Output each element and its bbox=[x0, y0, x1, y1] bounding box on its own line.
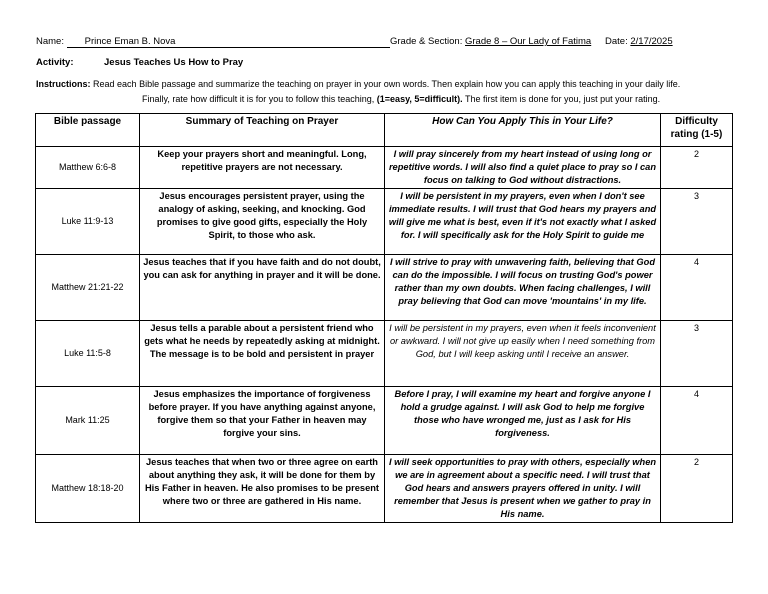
rating-cell[interactable]: 3 bbox=[661, 189, 733, 255]
table-row bbox=[36, 189, 733, 255]
instructions-text-2c: The first item is done for you, just put your rating. bbox=[465, 94, 661, 104]
application-cell[interactable]: I will be persistent in my prayers, even when it feels inconvenient or awkward. I will not give up easily when I need something from God, but I will keep asking until I receive an answer. bbox=[385, 321, 661, 387]
passage-cell: Mark 11:25 bbox=[36, 387, 140, 455]
instructions-scale: (1=easy, 5=difficult). bbox=[376, 94, 463, 104]
passage-cell: Luke 11:5-8 bbox=[36, 321, 140, 387]
date-value: 2/17/2025 bbox=[630, 36, 673, 47]
rating-cell[interactable]: 2 bbox=[661, 147, 733, 189]
passage-cell: Matthew 21:21-22 bbox=[36, 255, 140, 321]
grade-field bbox=[390, 36, 591, 47]
instructions-line-2 bbox=[142, 94, 660, 104]
application-cell[interactable]: Before I pray, I will examine my heart and forgive anyone I hold a grudge against. I will ask God to help me forgive those who have wronged me, just as I ask for His forgiveness. bbox=[385, 387, 661, 455]
instructions-line-1 bbox=[36, 79, 680, 89]
summary-cell: Jesus tells a parable about a persistent friend who gets what he needs by repeatedly asking at midnight. The message is to be bold and persistent in prayer bbox=[140, 321, 385, 387]
summary-cell: Keep your prayers short and meaningful. Long, repetitive prayers are not necessary. bbox=[140, 147, 385, 189]
name-label: Name: bbox=[36, 36, 64, 47]
rating-cell[interactable]: 4 bbox=[661, 255, 733, 321]
passage-cell: Luke 11:9-13 bbox=[36, 189, 140, 255]
application-cell[interactable]: I will seek opportunities to pray with others, especially when we are in agreement about a specific need. I will trust that God hears and answers prayers offered in unity. I will remember that Jesus is present when we gather to pray in His name. bbox=[385, 455, 661, 523]
application-cell[interactable]: I will pray sincerely from my heart instead of using long or repetitive words. I will also find a quiet place to pray so I can focus on talking to God without distractions. bbox=[385, 147, 661, 189]
passage-cell: Matthew 6:6-8 bbox=[36, 147, 140, 189]
summary-cell: Jesus teaches that when two or three agree on earth about anything they ask, it will be done for them by His Father in heaven. He also promises to be present where two or three are gathered in His name. bbox=[140, 455, 385, 523]
passage-cell: Matthew 18:18-20 bbox=[36, 455, 140, 523]
name-field bbox=[36, 36, 390, 48]
rating-cell[interactable]: 4 bbox=[661, 387, 733, 455]
rating-cell[interactable]: 3 bbox=[661, 321, 733, 387]
grade-value: Grade 8 – Our Lady of Fatima bbox=[465, 36, 592, 47]
header-application: How Can You Apply This in Your Life? bbox=[385, 114, 661, 147]
instructions-label: Instructions: bbox=[36, 79, 91, 89]
grade-label: Grade & Section: bbox=[390, 36, 463, 47]
activity-label: Activity: bbox=[36, 57, 74, 68]
name-value: Prince Eman B. Nova bbox=[67, 36, 390, 48]
summary-cell: Jesus teaches that if you have faith and do not doubt, you can ask for anything in prayer and it will be done. bbox=[140, 255, 385, 321]
table-row bbox=[36, 321, 733, 387]
application-cell[interactable]: I will be persistent in my prayers, even when I don't see immediate results. I will trust that God hears my prayers and will give me what is best, even if it's not exactly what I asked for. I will specifically ask for the Holy Spirit to guide me bbox=[385, 189, 661, 255]
table-row bbox=[36, 387, 733, 455]
table-row bbox=[36, 147, 733, 189]
date-label: Date: bbox=[605, 36, 628, 47]
table-row bbox=[36, 255, 733, 321]
date-field bbox=[605, 36, 673, 47]
header-summary: Summary of Teaching on Prayer bbox=[140, 114, 385, 147]
summary-cell: Jesus encourages persistent prayer, using the analogy of asking, seeking, and knocking. God promises to give good gifts, especially the Holy Spirit, to those who ask. bbox=[140, 189, 385, 255]
instructions-text-1: Read each Bible passage and summarize the teaching on prayer in your own words. Then explain how you can apply this teaching in your daily life. bbox=[93, 79, 681, 89]
header-bible-passage: Bible passage bbox=[36, 114, 140, 147]
table-header-row bbox=[36, 114, 733, 147]
summary-cell: Jesus emphasizes the importance of forgiveness before prayer. If you have anything against anyone, forgive them so that your Father in heaven may forgive your sins. bbox=[140, 387, 385, 455]
rating-cell[interactable]: 2 bbox=[661, 455, 733, 523]
activity-title: Jesus Teaches Us How to Pray bbox=[104, 57, 244, 68]
instructions-text-2a: Finally, rate how difficult it is for you to follow this teaching, bbox=[142, 94, 375, 104]
prayer-table bbox=[35, 113, 733, 523]
table-row bbox=[36, 455, 733, 523]
application-cell[interactable]: I will strive to pray with unwavering faith, believing that God can do the impossible. I will focus on trusting God's power rather than my own doubts. When facing challenges, I will pray believing that God can move 'mountains' in my life. bbox=[385, 255, 661, 321]
header-difficulty: Difficulty rating (1-5) bbox=[661, 114, 733, 147]
